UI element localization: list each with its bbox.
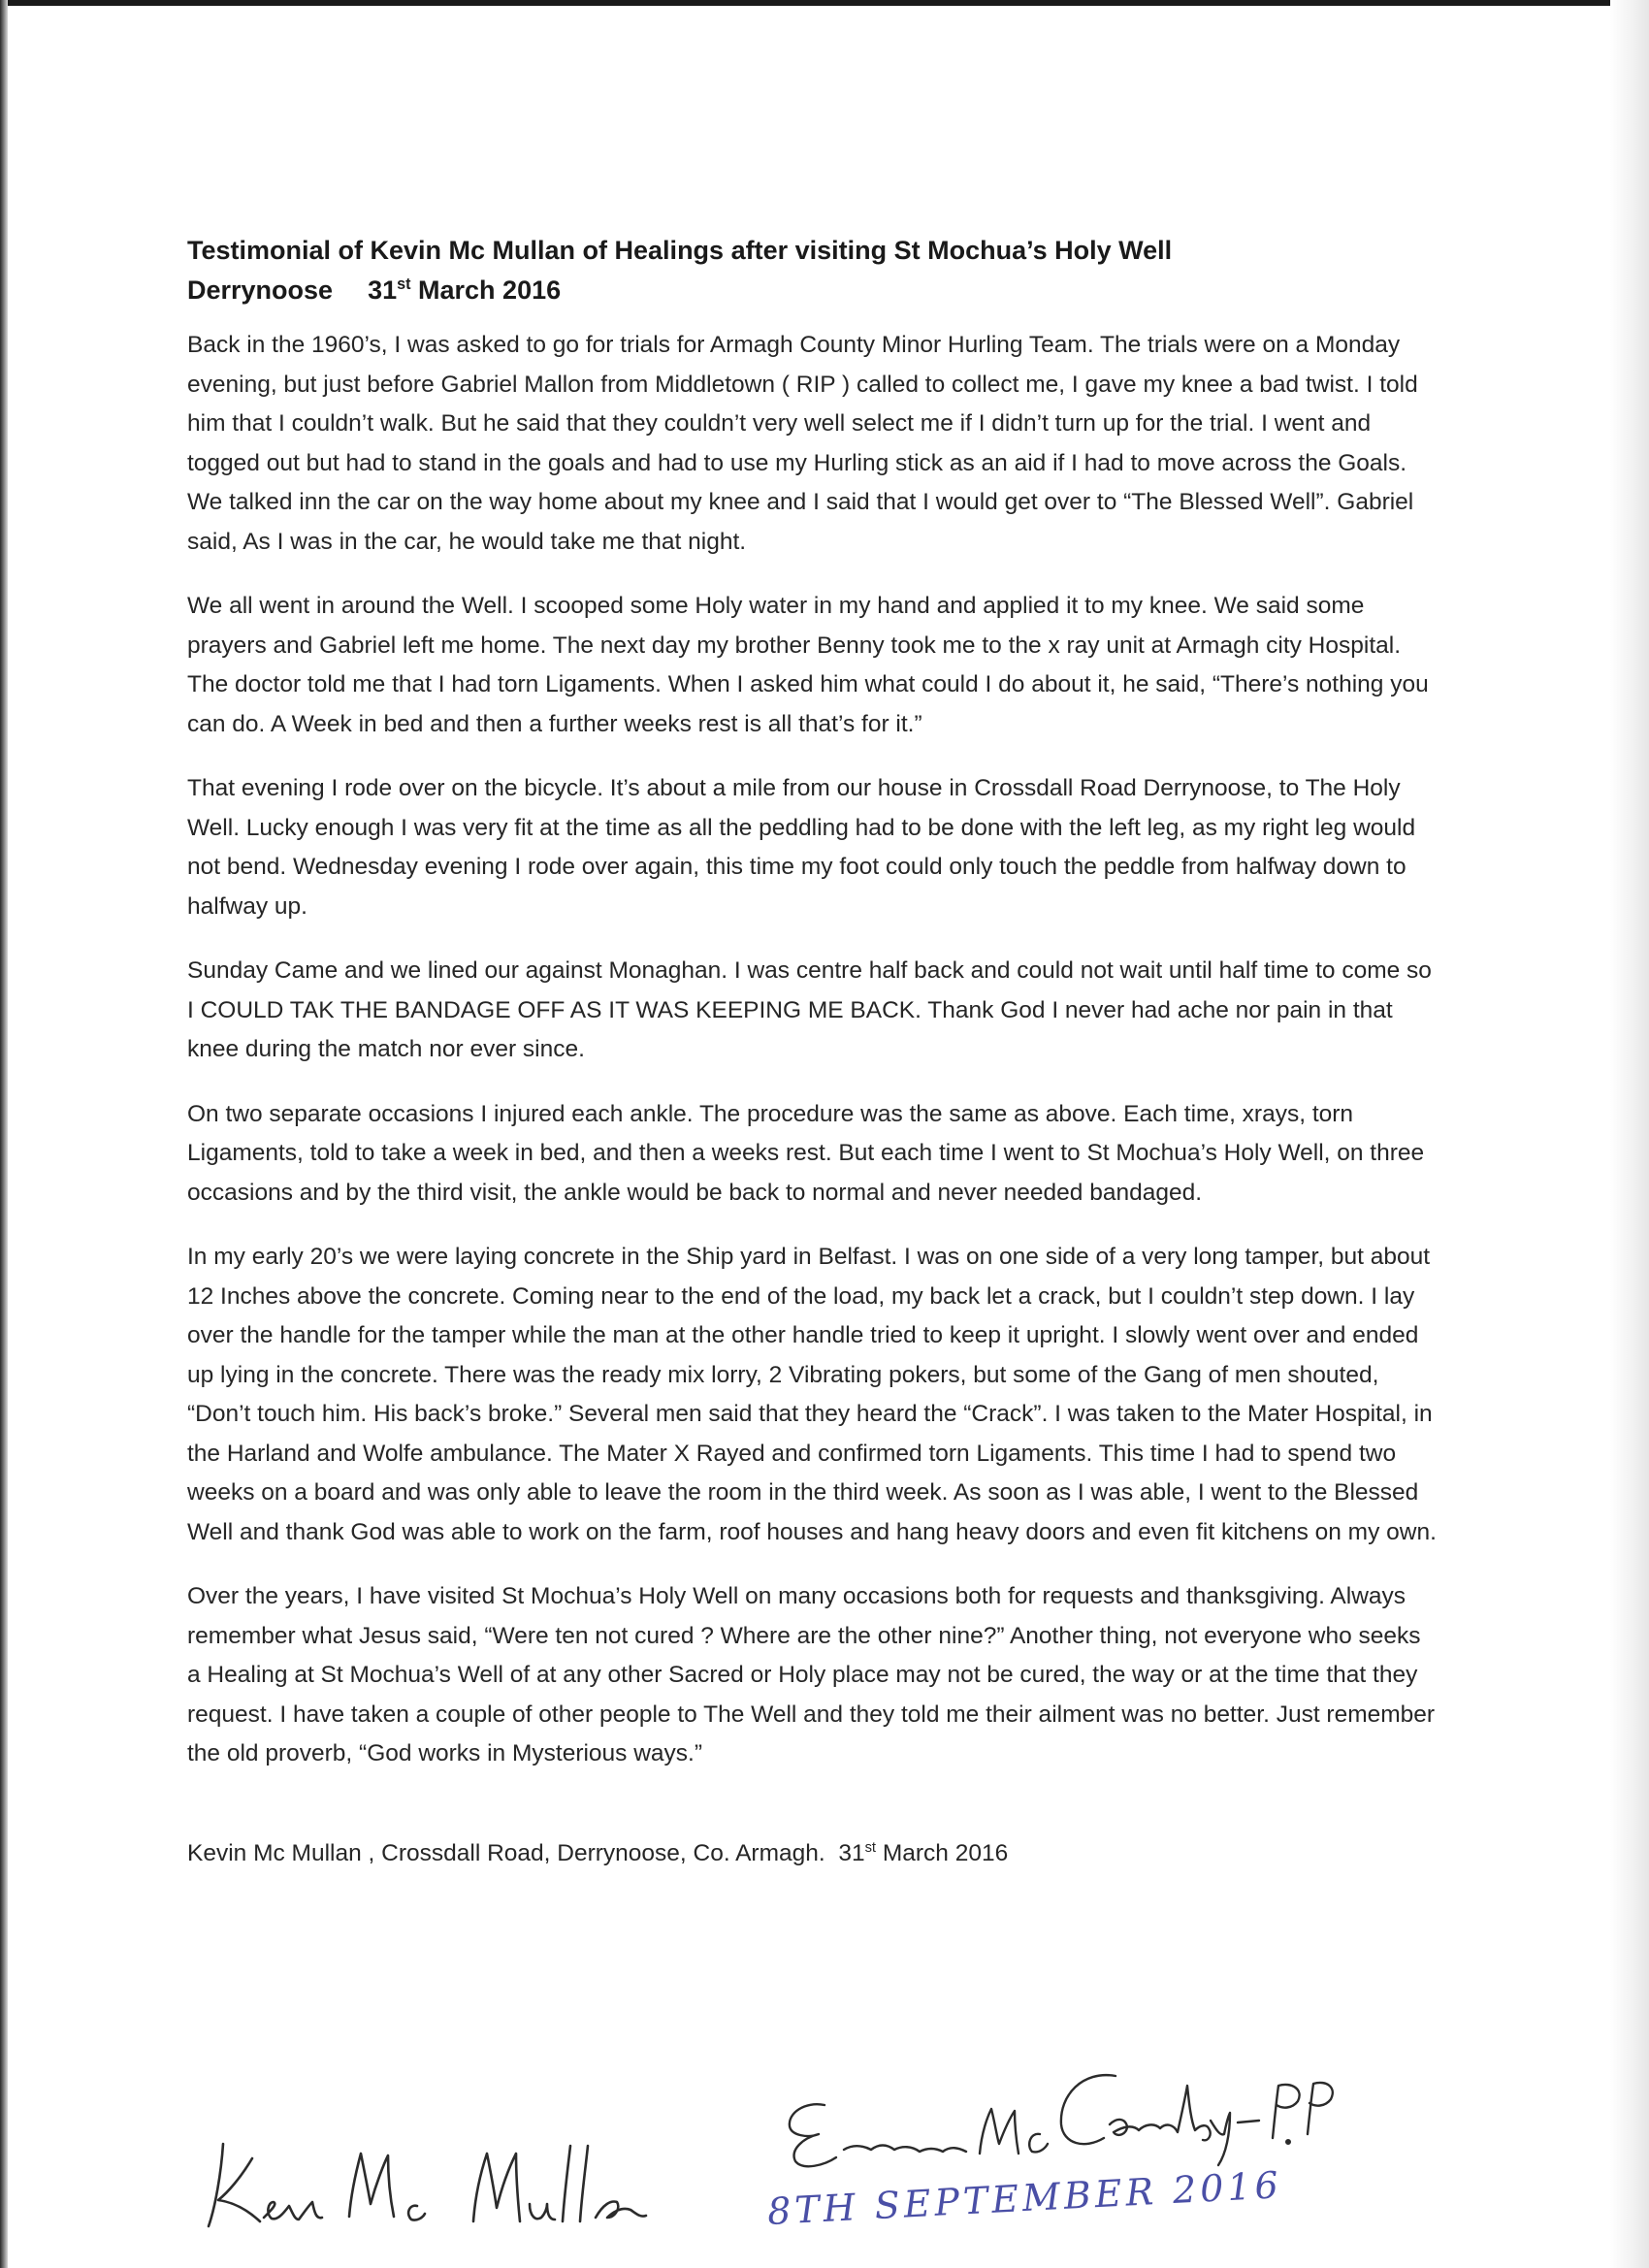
signature-parish-priest [776, 2057, 1339, 2183]
signoff-date-suffix: st [864, 1839, 877, 1856]
title-date-rest: March 2016 [418, 275, 562, 305]
title-date-suffix: st [397, 275, 411, 293]
signoff-date-day: 31 [838, 1839, 865, 1866]
paragraph-holy-well-visit: We all went in around the Well. I scooped some Holy water in my hand and applied it to my knee. We said some prayers and Gabriel left me home. The next day my brother Benny took me to the x ray unit at Armagh city Hospital. The doctor told me that I had torn Ligaments. When I asked him what could I do about it, he said, “There’s nothing you can do. A Week in bed and then a further weeks rest is all that’s for it.” [187, 593, 1429, 737]
paragraph-ankles: On two separate occasions I injured each ankle. The procedure was the same as above. Each time, xrays, torn Ligaments, told to take a week in bed, and then a weeks rest. But each time I went to St Mochua’s Holy Well, on three occasions and by the third visit, the ankle would be back to normal and never needed bandaged. [187, 1100, 1425, 1206]
title-line-1: Testimonial of Kevin Mc Mullan of Healings after visiting St Mochua’s Holy Well [187, 236, 1173, 265]
title-date-day: 31 [368, 275, 398, 305]
paragraph-thanksgiving: Over the years, I have visited St Mochua’s Holy Well on many occasions both for requests and thanksgiving. Always remember what Jesus said, “Were ten not cured ? Where are the other nine?” Another thing, not everyone who seeks a Healing at St Mochua’s Well of at any other Sacred or Holy place may not be cured, the way or at the time that they request. I have taken a couple of other people to The Well and they told me their ailment was no better. Just remember the old proverb, “God works in Mysterious ways.” [187, 1583, 1436, 1766]
paragraph-shipyard: In my early 20’s we were laying concrete in the Ship yard in Belfast. I was on one side of a very long tamper, but about 12 Inches above the concrete. Coming near to the end of the load, my back let a crack, but I couldn’t step down. I lay over the handle for the tamper while the man at the other handle tried to keep it upright. I slowly went over and ended up lying in the concrete. There was the ready mix lorry, 2 Vibrating pokers, but some of the Gang of men shouted, “Don’t touch him. His back’s broke.” Several men said that they heard the “Crack”. I was taken to the Mater Hospital, in the Harland and Wolfe ambulance. The Mater X Rayed and confirmed torn Ligaments. This time I had to spend two weeks on a board and was only able to leave the room in the third week. As soon as I was able, I went to the Blessed Well and thank God was able to work on the farm, roof houses and hang heavy doors and even fit kitchens on my own. [187, 1244, 1437, 1545]
document-title [187, 231, 1439, 310]
scan-edge-left [0, 0, 8, 2268]
signature-kevin-mc-mullan [204, 2124, 650, 2241]
scan-edge-top [0, 0, 1649, 6]
paragraph-hurling-trials: Back in the 1960’s, I was asked to go for trials for Armagh County Minor Hurling Team. The trials were on a Monday evening, but just before Gabriel Mallon from Middletown ( RIP ) called to collect me, I gave my knee a bad twist. I told him that I couldn’t walk. But he said that they couldn’t very well select me if I didn’t turn up for the trial. I went and togged out but had to stand in the goals and had to use my Hurling stick as an aid if I had to move across the Goals. We talked inn the car on the way home about my knee and I said that I would get over to “The Blessed Well”. Gabriel said, As I was in the car, he would take me that night. [187, 332, 1418, 555]
paragraph-match: Sunday Came and we lined our against Monaghan. I was centre half back and could not wait until half time to come so I COULD TAK THE BANDAGE OFF AS IT WAS KEEPING ME BACK. Thank God I never had ache nor pain in that knee during the match nor ever since. [187, 957, 1432, 1062]
testimonial-document [187, 231, 1439, 1873]
handwritten-date: 8TH SEPTEMBER 2016 [766, 2163, 1283, 2233]
signoff-text: Kevin Mc Mullan , Crossdall Road, Derrynoose, Co. Armagh. [187, 1839, 825, 1866]
scan-edge-right [1610, 0, 1649, 2268]
title-place: Derrynoose [187, 275, 334, 305]
signoff-line [187, 1834, 1439, 1873]
title-date [368, 275, 561, 305]
signoff-date-rest: March 2016 [882, 1839, 1009, 1866]
paragraph-bicycle: That evening I rode over on the bicycle. It’s about a mile from our house in Crossdall Road Derrynoose, to The Holy Well. Lucky enough I was very fit at the time as all the peddling had to be done with the left leg, as my right leg would not bend. Wednesday evening I rode over again, this time my foot could only touch the peddle from halfway down to halfway up. [187, 775, 1416, 920]
